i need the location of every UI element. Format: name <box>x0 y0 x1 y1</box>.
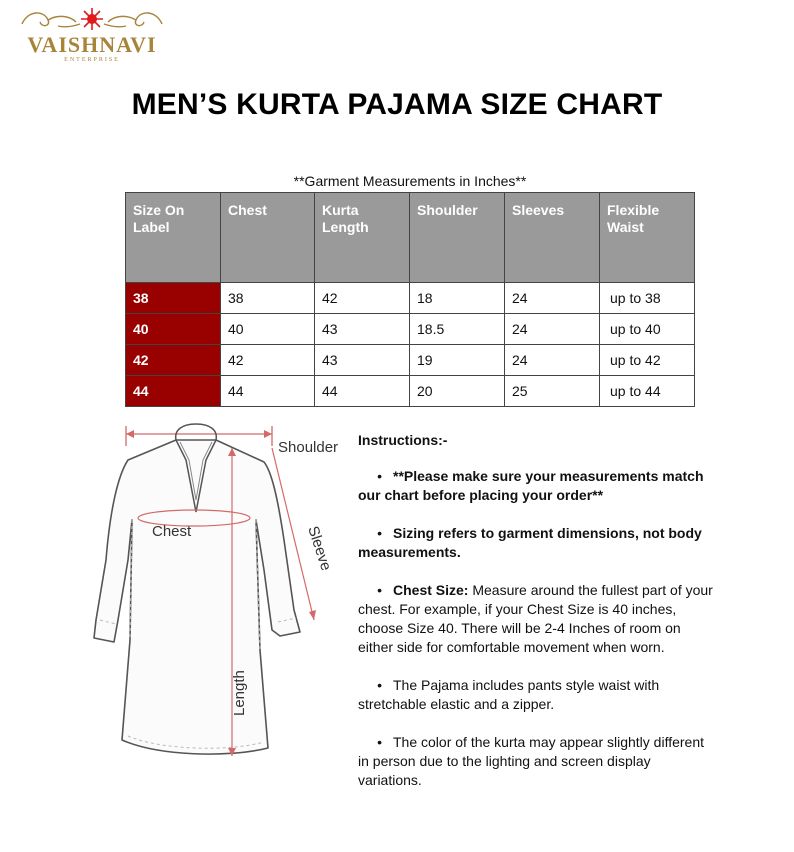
table-row <box>126 345 695 376</box>
chest-cell: 42 <box>221 345 315 376</box>
sleeves-cell: 24 <box>505 314 600 345</box>
sleeve-label: Sleeve <box>304 523 335 573</box>
shoulder-cell: 18.5 <box>410 314 505 345</box>
table-header-row <box>126 193 695 283</box>
kurta-length-cell: 44 <box>315 376 410 407</box>
instruction-item <box>358 524 718 562</box>
sleeves-cell: 24 <box>505 345 600 376</box>
header-size-on-label: Size On Label <box>126 193 221 283</box>
table-caption: **Garment Measurements in Inches** <box>293 173 527 189</box>
brand-name: VAISHNAVI <box>27 32 157 57</box>
instruction-bold: Sizing refers to garment dimensions, not body measurements. <box>358 525 702 560</box>
header-chest: Chest <box>221 193 315 283</box>
instruction-item <box>358 676 718 714</box>
chest-cell: 38 <box>221 283 315 314</box>
instruction-text: The color of the kurta may appear slightly different in person due to the lighting and screen display variations. <box>358 734 705 788</box>
header-shoulder: Shoulder <box>410 193 505 283</box>
bullet-icon: • <box>377 525 382 541</box>
brand-subtitle: ENTERPRISE <box>64 57 120 63</box>
kurta-length-cell: 43 <box>315 345 410 376</box>
waist-cell: up to 42 <box>600 345 695 376</box>
chest-cell: 44 <box>221 376 315 407</box>
length-label: Length <box>231 670 248 716</box>
kurta-measurement-diagram <box>88 420 358 770</box>
bullet-icon: • <box>377 677 382 693</box>
instruction-text: Measure around the fullest part of your chest. For example, if your Chest Size is 40 inches, choose Size 40. There will be 2-4 Inches of room on either side for comfortable movement when worn. <box>358 582 713 655</box>
chest-cell: 40 <box>221 314 315 345</box>
size-label-cell: 40 <box>126 314 221 345</box>
table-row <box>126 283 695 314</box>
kurta-length-cell: 42 <box>315 283 410 314</box>
instructions-section <box>358 431 718 809</box>
kurta-length-cell: 43 <box>315 314 410 345</box>
sleeves-cell: 25 <box>505 376 600 407</box>
header-sleeves: Sleeves <box>505 193 600 283</box>
instruction-bold: **Please make sure your measurements match our chart before placing your order** <box>358 468 704 503</box>
instructions-title: Instructions:- <box>358 432 448 448</box>
bullet-icon: • <box>377 582 382 598</box>
size-label-cell: 42 <box>126 345 221 376</box>
size-label-cell: 38 <box>126 283 221 314</box>
bullet-icon: • <box>377 468 382 484</box>
table-row <box>126 376 695 407</box>
shoulder-cell: 19 <box>410 345 505 376</box>
size-chart-table <box>125 192 695 407</box>
waist-cell: up to 38 <box>600 283 695 314</box>
instruction-item <box>358 581 718 657</box>
header-flexible-waist: Flexible Waist <box>600 193 695 283</box>
page-title: MEN’S KURTA PAJAMA SIZE CHART <box>131 88 663 121</box>
waist-cell: up to 40 <box>600 314 695 345</box>
sleeves-cell: 24 <box>505 283 600 314</box>
instruction-item <box>358 467 718 505</box>
size-label-cell: 44 <box>126 376 221 407</box>
bullet-icon: • <box>377 734 382 750</box>
shoulder-cell: 18 <box>410 283 505 314</box>
instruction-item <box>358 733 718 790</box>
header-kurta-length: Kurta Length <box>315 193 410 283</box>
logo-ornament-icon <box>18 6 166 34</box>
instruction-bold: Chest Size: <box>393 582 469 598</box>
instruction-text: The Pajama includes pants style waist with stretchable elastic and a zipper. <box>358 677 660 712</box>
table-row <box>126 314 695 345</box>
chest-label: Chest <box>152 523 192 540</box>
shoulder-cell: 20 <box>410 376 505 407</box>
waist-cell: up to 44 <box>600 376 695 407</box>
brand-logo <box>18 6 166 64</box>
shoulder-label: Shoulder <box>278 439 339 456</box>
